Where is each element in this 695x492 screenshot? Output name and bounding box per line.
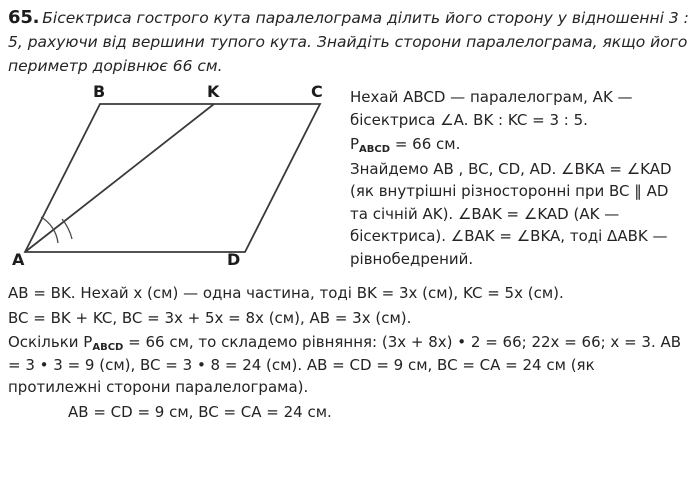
problem-text: Бісектриса гострого кута паралелограма ділить його сторону у відношенні 3 : 5, рахуючи від вершини тупого кута. Знайдіть сторони паралелограма, якщо його периметр дорівнює 66 см. bbox=[8, 9, 689, 75]
solution-line: Оскільки $P_{ABCD} = 66$ см, то складемо рівняння: (3x + 8x) • 2 = 66; 22x = 66; x = 3. AB = 3 • 3 = 9 (см), BC = 3 • 8 = 24 (см). AB = CD = 9 см, BC = CA = 24 см (як протилежні сторони паралелограма). bbox=[8, 333, 682, 396]
solution-line: AB = BK. Нехай x (см) — одна частина, тоді BK = 3x (см), KC = 5x (см). bbox=[8, 284, 564, 302]
solution-line: Знайдемо AB , BC, CD, AD. ∠BKA = ∠KAD (як внутрішні різносторонні при BC ‖ AD та січній AK). ∠BAK = ∠KAD (AK — бісектриса). ∠BAK = ∠BKA, тоді ΔABK — рівнобедрений. bbox=[350, 159, 672, 268]
angle-arc-outer bbox=[41, 217, 58, 243]
solution-line: BC = BK + KC, BC = 3x + 5x = 8x (см), AB = 3x (см). bbox=[8, 308, 412, 327]
problem-number: 65. bbox=[8, 7, 40, 28]
vertex-label-D: D bbox=[227, 250, 241, 269]
problem-statement bbox=[8, 4, 690, 78]
solution-line: Нехай ABCD — паралелограм, AK — бісектриса ∠A. BK : KC = 3 : 5. bbox=[350, 88, 633, 129]
solution-right-column bbox=[350, 86, 690, 272]
vertex-label-K: K bbox=[207, 82, 220, 101]
parallelogram-drawing bbox=[0, 82, 340, 282]
vertex-label-C: C bbox=[311, 82, 323, 101]
vertex-label-B: B bbox=[93, 82, 106, 101]
geometry-figure bbox=[0, 82, 340, 282]
final-answer: AB = CD = 9 см, BC = CA = 24 см. bbox=[68, 402, 332, 421]
vertex-label-A: A bbox=[12, 250, 25, 269]
solution-bottom-block bbox=[8, 282, 692, 425]
solution-line: $P_{ABCD} = 66$ см. bbox=[350, 135, 461, 155]
angle-arc-inner bbox=[62, 219, 72, 239]
